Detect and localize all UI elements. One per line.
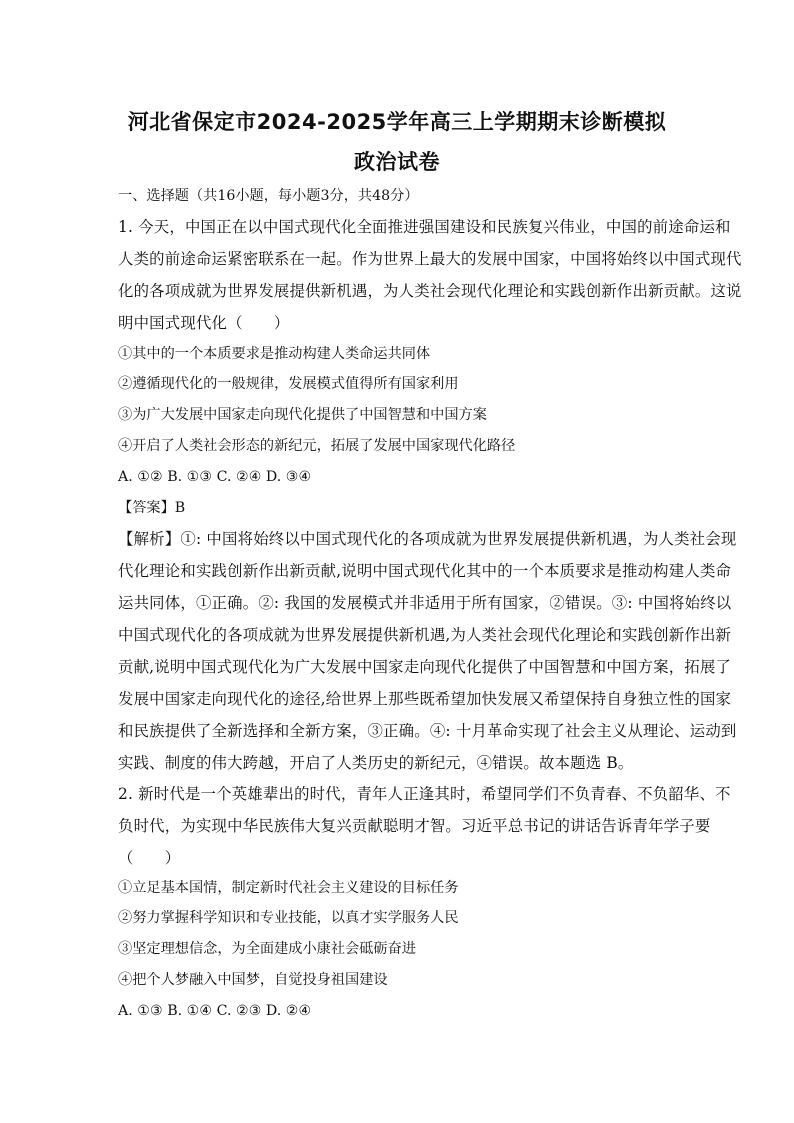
q1-analysis-line: 和民族提供了全新选择和全新方案，③正确。④: 十月革命实现了社会主义从理论、运动到 — [118, 722, 737, 740]
q1-choices: A. ①② B. ①③ C. ②④ D. ③④ — [118, 469, 312, 485]
q1-answer: 【答案】B — [118, 500, 186, 516]
document-title: 河北省保定市2024-2025学年高三上学期期末诊断模拟 — [127, 110, 667, 134]
q1-stem-line: 明中国式现代化（ ） — [118, 314, 290, 332]
q2-option: ①立足基本国情，制定新时代社会主义建设的目标任务 — [118, 880, 459, 896]
q1-stem-line: 人类的前途命运紧密联系在一起。作为世界上最大的发展中国家，中国将始终以中国式现代 — [118, 250, 742, 268]
q1-option: ①其中的一个本质要求是推动构建人类命运共同体 — [118, 346, 431, 362]
document-subtitle: 政治试卷 — [354, 150, 440, 174]
q1-analysis-line: 贡献,说明中国式现代化为广大发展中国家走向现代化提供了中国智慧和中国方案，拓展了 — [118, 658, 732, 676]
q1-option: ②遵循现代化的一般规律，发展模式值得所有国家利用 — [118, 376, 459, 392]
q2-choices: A. ①③ B. ①④ C. ②③ D. ②④ — [118, 1003, 312, 1019]
q1-option: ④开启了人类社会形态的新纪元，拓展了发展中国家现代化路径 — [118, 438, 516, 454]
q1-option: ③为广大发展中国家走向现代化提供了中国智慧和中国方案 — [118, 407, 487, 423]
q2-option: ②努力掌握科学知识和专业技能，以真才实学服务人民 — [118, 910, 459, 926]
q1-stem-line: 化的各项成就为世界发展提供新机遇，为人类社会现代化理论和实践创新作出新贡献。这说 — [118, 282, 742, 300]
q1-analysis-line: 运共同体，①正确。②: 我国的发展模式并非适用于所有国家，②错误。③: 中国将始终以 — [118, 594, 732, 612]
q2-option: ③坚定理想信念，为全面建成小康社会砥砺奋进 — [118, 941, 416, 957]
q1-stem-line: 1. 今天，中国正在以中国式现代化全面推进强国建设和民族复兴伟业，中国的前途命运和 — [118, 218, 731, 236]
q2-stem-line: 负时代，为实现中华民族伟大复兴贡献聪明才智。习近平总书记的讲话告诉青年学子要 — [118, 817, 711, 835]
q2-stem-line: （ ） — [118, 849, 181, 867]
q1-analysis-line: 发展中国家走向现代化的途径,给世界上那些既希望加快发展又希望保持自身独立性的国家 — [118, 690, 732, 708]
q2-option: ④把个人梦融入中国梦，自觉投身祖国建设 — [118, 972, 388, 988]
q1-analysis-line: 实践、制度的伟大跨越，开启了人类历史的新纪元，④错误。故本题选 B。 — [118, 754, 634, 772]
q1-analysis-line: 代化理论和实践创新作出新贡献,说明中国式现代化其中的一个本质要求是推动构建人类命 — [118, 562, 732, 580]
section-heading: 一、选择题（共16小题，每小题3分，共48分） — [118, 188, 419, 204]
q2-stem-line: 2. 新时代是一个英雄辈出的时代，青年人正逢其时，希望同学们不负青春、不负韶华、不 — [118, 785, 731, 803]
q1-analysis-line: 中国式现代化的各项成就为世界发展提供新机遇,为人类社会现代化理论和实践创新作出新 — [118, 626, 732, 644]
q1-analysis-line: 【解析】①: 中国将始终以中国式现代化的各项成就为世界发展提供新机遇，为人类社会现 — [118, 530, 737, 548]
